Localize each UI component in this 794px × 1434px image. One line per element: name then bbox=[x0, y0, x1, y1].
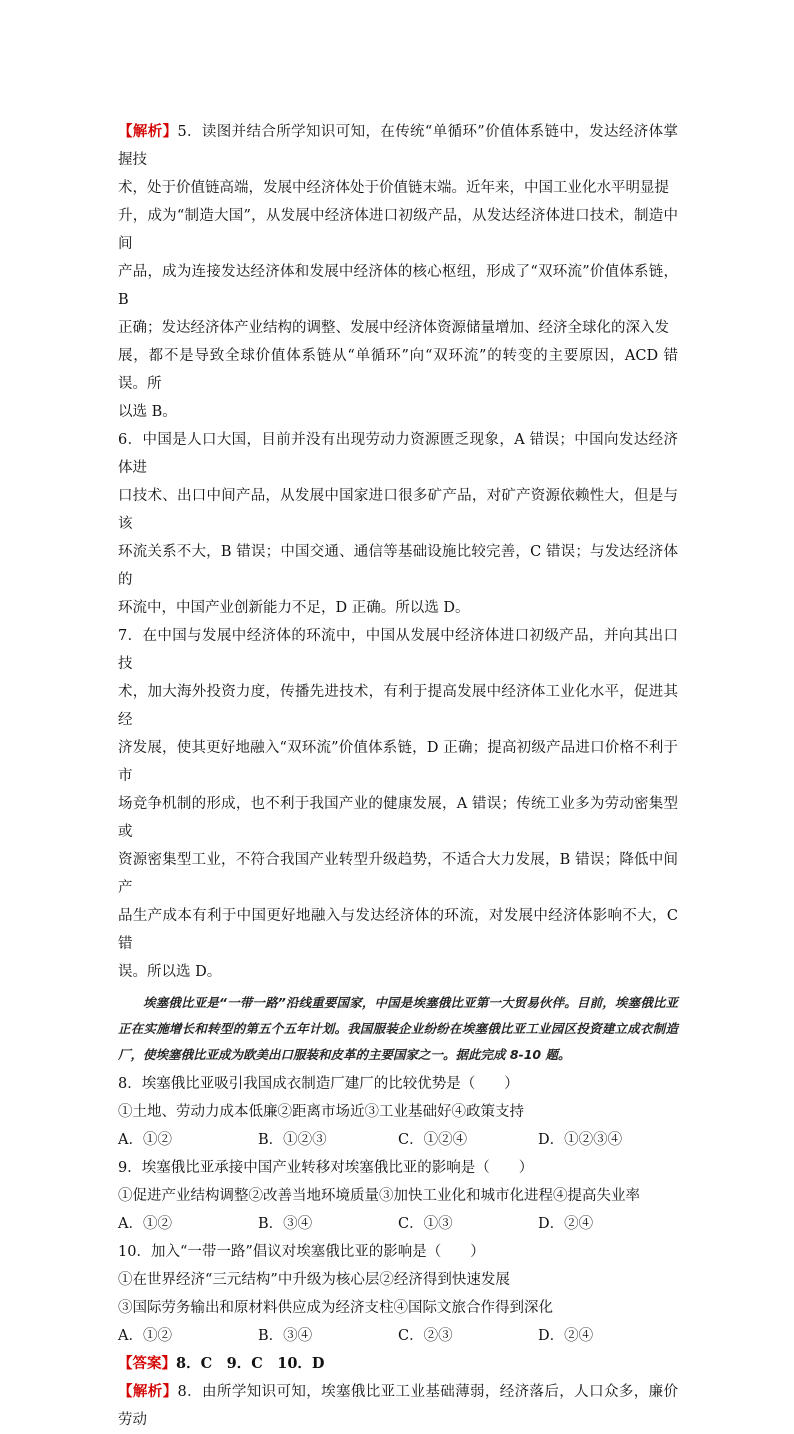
analysis-q6-line-1: 口技术、出口中间产品，从发展中国家进口很多矿产品，对矿产资源依赖性大，但是与该 bbox=[118, 488, 678, 532]
answer-text: 8．C 9．C 10．D bbox=[176, 1355, 325, 1372]
analysis-q8-line: 【解析】8．由所学知识可知，埃塞俄比亚工业基础薄弱，经济落后，人口众多，廉价劳动 bbox=[118, 1383, 678, 1428]
analysis-tag: 【解析】 bbox=[118, 1383, 178, 1400]
option-d: D．①②③④ bbox=[538, 1132, 623, 1148]
question-10-stem: 10．加入“一带一路”倡议对埃塞俄比亚的影响是（ ） bbox=[118, 1244, 485, 1260]
analysis-q7-line-6: 误。所以选 D。 bbox=[118, 964, 222, 980]
reading-material: 埃塞俄比亚是“一带一路”沿线重要国家，中国是埃塞俄比亚第一大贸易伙伴。目前，埃塞俄比亚正在实施增长和转型的第五个五年计划。我国服装企业纷纷在埃塞俄比亚工业园区投资建立成衣制造厂，使埃塞俄比亚成为欧美出口服装和皮革的主要国家之一。据此完成 8-10 题。 bbox=[118, 995, 678, 1062]
analysis-q7-line-2: 济发展，使其更好地融入“双环流”价值体系链，D 正确；提高初级产品进口价格不利于市 bbox=[118, 740, 678, 784]
question-8-options bbox=[118, 1126, 678, 1154]
analysis-q5-line-1: 术，处于价值链高端，发展中经济体处于价值链末端。近年来，中国工业化水平明显提 bbox=[118, 180, 669, 196]
analysis-q5-line-2: 升，成为“制造大国”，从发展中经济体进口初级产品，从发达经济体进口技术，制造中间 bbox=[118, 208, 678, 252]
question-9-stem: 9．埃塞俄比亚承接中国产业转移对埃塞俄比亚的影响是（ ） bbox=[118, 1160, 534, 1176]
analysis-q7-line-0: 7．在中国与发展中经济体的环流中，中国从发展中经济体进口初级产品，并向其出口技 bbox=[118, 628, 678, 672]
analysis-q6-line-0: 6．中国是人口大国，目前并没有出现劳动力资源匮乏现象，A 错误；中国向发达经济体进 bbox=[118, 432, 678, 476]
question-10-options bbox=[118, 1322, 678, 1350]
option-b: B．③④ bbox=[258, 1328, 313, 1344]
analysis-q5-line-5: 展，都不是导致全球价值体系链从“单循环”向“双环流”的转变的主要原因，ACD 错误。所 bbox=[118, 348, 678, 392]
answer-line bbox=[118, 1350, 678, 1378]
analysis-q7-line-1: 术，加大海外投资力度，传播先进技术，有利于提高发展中经济体工业化水平，促进其经 bbox=[118, 684, 678, 728]
question-10-items-1: ③国际劳务输出和原材料供应成为经济支柱④国际文旅合作得到深化 bbox=[118, 1300, 553, 1316]
question-8-stem: 8．埃塞俄比亚吸引我国成衣制造厂建厂的比较优势是（ ） bbox=[118, 1076, 519, 1092]
option-b: B．①②③ bbox=[258, 1132, 327, 1148]
option-d: D．②④ bbox=[538, 1216, 594, 1232]
analysis-q6-line-3: 环流中，中国产业创新能力不足，D 正确。所以选 D。 bbox=[118, 600, 470, 616]
question-9-options bbox=[118, 1210, 678, 1238]
option-a: A．①② bbox=[118, 1216, 172, 1232]
analysis-q7-line-5: 品生产成本有利于中国更好地融入与发达经济体的环流，对发展中经济体影响不大，C 错 bbox=[118, 908, 678, 952]
option-a: A．①② bbox=[118, 1328, 172, 1344]
analysis-tag: 【解析】 bbox=[118, 123, 178, 140]
answer-tag: 【答案】 bbox=[118, 1355, 176, 1372]
document-page bbox=[118, 118, 678, 1434]
analysis-q5-line-0: 【解析】5．读图并结合所学知识可知，在传统“单循环”价值体系链中，发达经济体掌握技 bbox=[118, 123, 678, 168]
question-8-items: ①土地、劳动力成本低廉②距离市场近③工业基础好④政策支持 bbox=[118, 1104, 524, 1120]
option-c: C．②③ bbox=[398, 1328, 453, 1344]
option-c: C．①②④ bbox=[398, 1132, 468, 1148]
question-9-items: ①促进产业结构调整②改善当地环境质量③加快工业化和城市化进程④提高失业率 bbox=[118, 1188, 640, 1204]
analysis-q6-line-2: 环流关系不大，B 错误；中国交通、通信等基础设施比较完善，C 错误；与发达经济体的 bbox=[118, 544, 678, 588]
option-a: A．①② bbox=[118, 1132, 172, 1148]
analysis-q5-line-4: 正确；发达经济体产业结构的调整、发展中经济体资源储量增加、经济全球化的深入发 bbox=[118, 320, 669, 336]
option-d: D．②④ bbox=[538, 1328, 594, 1344]
analysis-q7-line-4: 资源密集型工业，不符合我国产业转型升级趋势，不适合大力发展，B 错误；降低中间产 bbox=[118, 852, 678, 896]
option-b: B．③④ bbox=[258, 1216, 313, 1232]
analysis-q7-line-3: 场竞争机制的形成，也不利于我国产业的健康发展，A 错误；传统工业多为劳动密集型或 bbox=[118, 796, 678, 840]
analysis-q5-line-3: 产品，成为连接发达经济体和发展中经济体的核心枢纽，形成了“双环流”价值体系链，B bbox=[118, 264, 678, 308]
question-10-items-0: ①在世界经济“三元结构”中升级为核心层②经济得到快速发展 bbox=[118, 1272, 510, 1288]
option-c: C．①③ bbox=[398, 1216, 453, 1232]
analysis-q5-line-6: 以选 B。 bbox=[118, 404, 177, 420]
